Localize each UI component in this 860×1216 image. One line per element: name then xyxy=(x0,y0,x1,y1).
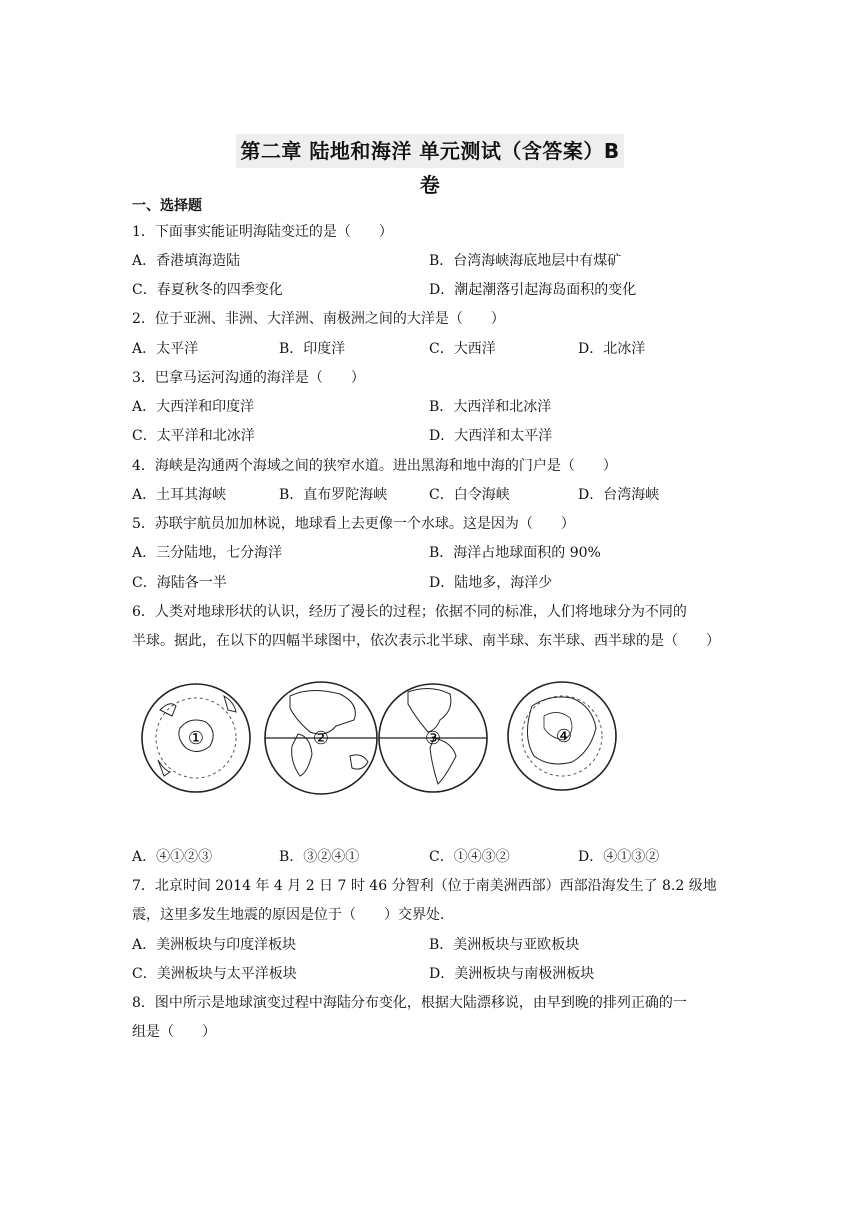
q4-option-c: C．白令海峡 xyxy=(429,487,510,503)
globe-4-label: ④ xyxy=(555,726,573,747)
q5-option-a: A．三分陆地，七分海洋 xyxy=(132,545,283,561)
q2-option-d: D．北冰洋 xyxy=(578,341,646,357)
question-8-stem-line2: 组是（ ） xyxy=(132,1024,216,1040)
q3-option-d: D．大西洋和太平洋 xyxy=(429,428,553,444)
q4-option-b: B．直布罗陀海峡 xyxy=(279,487,388,503)
q5-option-b: B．海洋占地球面积的 90% xyxy=(429,545,601,561)
q6-option-b: B．③②④① xyxy=(279,849,360,865)
question-6-stem-line1: 6．人类对地球形状的认识，经历了漫长的过程；依据不同的标准，人们将地球分为不同的 xyxy=(132,604,687,620)
hemisphere-figure xyxy=(140,676,620,800)
q1-option-a: A．香港填海造陆 xyxy=(132,253,241,269)
q3-option-a: A．大西洋和印度洋 xyxy=(132,399,255,415)
q6-option-c: C．①④③② xyxy=(429,849,510,865)
page-title: 第二章 陆地和海洋 单元测试（含答案）B卷 xyxy=(236,134,624,168)
q1-option-c: C．春夏秋冬的四季变化 xyxy=(132,282,283,298)
q7-option-b: B．美洲板块与亚欧板块 xyxy=(429,937,580,953)
q6-option-a: A．④①②③ xyxy=(132,849,213,865)
question-7-stem-line2: 震，这里多发生地震的原因是位于（ ）交界处． xyxy=(132,907,454,923)
q5-option-c: C．海陆各一半 xyxy=(132,575,227,591)
q7-option-c: C．美洲板块与太平洋板块 xyxy=(132,966,297,982)
globe-1-label: ① xyxy=(187,728,205,749)
globe-4 xyxy=(508,682,616,790)
q5-option-d: D．陆地多，海洋少 xyxy=(429,575,553,591)
globe-3-label: ③ xyxy=(424,728,442,749)
q1-option-d: D．潮起潮落引起海岛面积的变化 xyxy=(429,282,637,298)
q1-option-b: B．台湾海峡海底地层中有煤矿 xyxy=(429,253,622,269)
q3-option-b: B．大西洋和北冰洋 xyxy=(429,399,552,415)
q3-option-c: C．太平洋和北冰洋 xyxy=(132,428,255,444)
question-4-stem: 4．海峡是沟通两个海域之间的狭窄水道。进出黑海和地中海的门户是（ ） xyxy=(132,458,617,474)
question-7-stem-line1: 7．北京时间 2014 年 4 月 2 日 7 时 46 分智利（位于南美洲西部）西部沿海发生了 8.2 级地 xyxy=(132,878,717,894)
globe-2-label: ② xyxy=(312,728,330,749)
globe-2 xyxy=(265,682,377,794)
q2-option-a: A．太平洋 xyxy=(132,341,199,357)
q7-option-a: A．美洲板块与印度洋板块 xyxy=(132,937,297,953)
question-2-stem: 2．位于亚洲、非洲、大洋洲、南极洲之间的大洋是（ ） xyxy=(132,311,505,327)
q4-option-d: D．台湾海峡 xyxy=(578,487,660,503)
question-5-stem: 5．苏联宇航员加加林说，地球看上去更像一个水球。这是因为（ ） xyxy=(132,516,575,532)
section-heading: 一、选择题 xyxy=(132,198,202,214)
q6-option-d: D．④①③② xyxy=(578,849,660,865)
question-3-stem: 3．巴拿马运河沟通的海洋是（ ） xyxy=(132,370,365,386)
globe-3 xyxy=(379,684,487,792)
question-8-stem-line1: 8．图中所示是地球演变过程中海陆分布变化，根据大陆漂移说，由早到晚的排列正确的一 xyxy=(132,995,687,1011)
q2-option-c: C．大西洋 xyxy=(429,341,496,357)
question-6-stem-line2: 半球。据此，在以下的四幅半球图中，依次表示北半球、南半球、东半球、西半球的是（ ） xyxy=(132,633,720,649)
q4-option-a: A．土耳其海峡 xyxy=(132,487,227,503)
question-1-stem: 1．下面事实能证明海陆变迁的是（ ） xyxy=(132,224,393,240)
q7-option-d: D．美洲板块与南极洲板块 xyxy=(429,966,595,982)
globe-1 xyxy=(142,684,250,792)
q2-option-b: B．印度洋 xyxy=(279,341,346,357)
